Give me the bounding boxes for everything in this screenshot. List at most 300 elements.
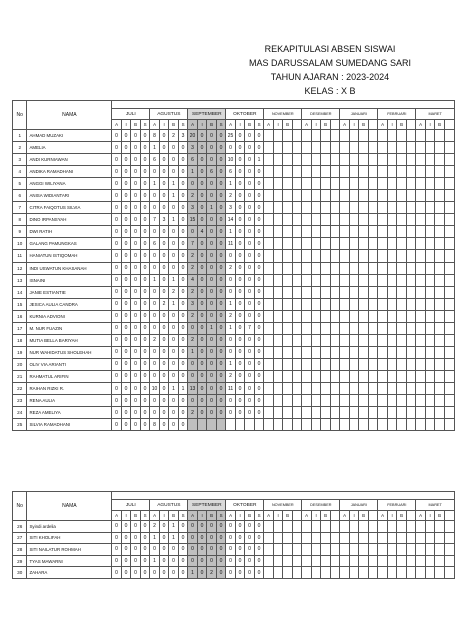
empty-cell xyxy=(425,322,435,334)
attendance-cell: 1 xyxy=(226,322,236,334)
attendance-cell: 0 xyxy=(226,250,236,262)
attendance-cell: 0 xyxy=(112,370,122,382)
attendance-cell: 0 xyxy=(178,419,188,431)
empty-cell xyxy=(444,419,454,431)
attendance-cell: 1 xyxy=(169,521,179,533)
empty-cell xyxy=(425,544,435,556)
attendance-cell: 0 xyxy=(159,226,169,238)
empty-cell xyxy=(425,419,435,431)
empty-cell xyxy=(283,419,293,431)
attendance-cell: 0 xyxy=(169,262,179,274)
row-number: 9 xyxy=(13,226,27,238)
attendance-cell: 0 xyxy=(159,310,169,322)
attendance-cell: 0 xyxy=(207,286,217,298)
name-header: NAMA xyxy=(27,492,112,521)
attendance-cell: 0 xyxy=(178,322,188,334)
attendance-cell: 0 xyxy=(254,544,264,556)
attendance-cell: 0 xyxy=(150,567,160,579)
sub-header: A xyxy=(150,511,160,521)
empty-cell xyxy=(330,262,340,274)
attendance-cell: 0 xyxy=(131,130,141,142)
empty-cell xyxy=(387,154,397,166)
attendance-cell: 0 xyxy=(131,334,141,346)
month-header: FEBRUARI xyxy=(378,500,416,511)
empty-cell xyxy=(330,370,340,382)
empty-cell xyxy=(435,310,445,322)
empty-cell xyxy=(406,214,416,226)
empty-cell xyxy=(273,521,283,533)
empty-cell xyxy=(416,226,426,238)
attendance-cell: 3 xyxy=(188,298,198,310)
empty-cell xyxy=(387,214,397,226)
empty-cell xyxy=(387,298,397,310)
empty-cell xyxy=(302,544,312,556)
sub-header: B xyxy=(321,511,331,521)
attendance-cell: 0 xyxy=(169,567,179,579)
attendance-cell: 0 xyxy=(178,274,188,286)
attendance-cell: 1 xyxy=(188,166,198,178)
sub-header: A xyxy=(226,511,236,521)
empty-cell xyxy=(406,555,416,567)
attendance-cell: 2 xyxy=(188,310,198,322)
attendance-cell: 0 xyxy=(216,250,226,262)
empty-cell xyxy=(349,214,359,226)
attendance-cell: 0 xyxy=(254,226,264,238)
attendance-cell: 0 xyxy=(121,202,131,214)
empty-cell xyxy=(378,346,388,358)
row-number: 21 xyxy=(13,370,27,382)
empty-cell xyxy=(425,567,435,579)
attendance-cell: 0 xyxy=(169,419,179,431)
attendance-cell: 0 xyxy=(159,166,169,178)
attendance-cell: 0 xyxy=(197,166,207,178)
sub-header xyxy=(330,511,340,521)
attendance-cell: 0 xyxy=(226,395,236,407)
empty-cell xyxy=(416,190,426,202)
attendance-cell: 0 xyxy=(216,178,226,190)
empty-cell xyxy=(359,544,369,556)
attendance-cell: 0 xyxy=(169,395,179,407)
empty-cell xyxy=(359,419,369,431)
empty-cell xyxy=(359,310,369,322)
attendance-cell: 0 xyxy=(150,298,160,310)
empty-cell xyxy=(321,310,331,322)
attendance-cell: 1 xyxy=(169,382,179,394)
attendance-cell: 0 xyxy=(207,532,217,544)
attendance-cell: 0 xyxy=(150,286,160,298)
empty-cell xyxy=(416,310,426,322)
empty-cell xyxy=(368,382,378,394)
table-row xyxy=(13,555,455,567)
empty-cell xyxy=(444,544,454,556)
attendance-cell: 0 xyxy=(121,142,131,154)
empty-cell xyxy=(273,130,283,142)
attendance-cell: 2 xyxy=(226,190,236,202)
attendance-cell: 0 xyxy=(254,322,264,334)
attendance-cell: 0 xyxy=(245,130,255,142)
attendance-cell: 0 xyxy=(140,142,150,154)
empty-cell xyxy=(292,567,302,579)
empty-cell xyxy=(397,226,407,238)
empty-cell xyxy=(349,154,359,166)
attendance-cell: 0 xyxy=(226,142,236,154)
empty-cell xyxy=(387,274,397,286)
empty-cell xyxy=(444,250,454,262)
empty-cell xyxy=(444,521,454,533)
empty-cell xyxy=(264,407,274,419)
attendance-cell: 0 xyxy=(121,358,131,370)
empty-cell xyxy=(340,274,350,286)
table-row xyxy=(13,226,455,238)
month-header: NOVEMBER xyxy=(264,109,302,120)
empty-cell xyxy=(311,521,321,533)
empty-cell xyxy=(435,238,445,250)
attendance-cell: 10 xyxy=(226,154,236,166)
attendance-cell: 1 xyxy=(178,382,188,394)
attendance-cell: 0 xyxy=(131,274,141,286)
attendance-cell: 0 xyxy=(197,334,207,346)
empty-cell xyxy=(311,250,321,262)
empty-cell xyxy=(435,214,445,226)
attendance-table-2 xyxy=(12,491,455,579)
empty-cell xyxy=(368,190,378,202)
sub-header: I xyxy=(273,511,283,521)
empty-cell xyxy=(368,521,378,533)
attendance-cell: 0 xyxy=(216,286,226,298)
empty-cell xyxy=(359,521,369,533)
empty-cell xyxy=(330,544,340,556)
attendance-cell: 0 xyxy=(245,382,255,394)
attendance-cell: 0 xyxy=(245,358,255,370)
empty-cell xyxy=(368,286,378,298)
empty-cell xyxy=(368,130,378,142)
attendance-cell: 0 xyxy=(112,166,122,178)
empty-cell xyxy=(349,310,359,322)
attendance-cell: 0 xyxy=(112,226,122,238)
empty-cell xyxy=(330,334,340,346)
empty-cell xyxy=(283,334,293,346)
empty-cell xyxy=(283,395,293,407)
empty-cell xyxy=(359,202,369,214)
attendance-cell: 0 xyxy=(216,555,226,567)
empty-cell xyxy=(302,382,312,394)
empty-cell xyxy=(359,250,369,262)
attendance-cell: 0 xyxy=(207,214,217,226)
empty-cell xyxy=(349,395,359,407)
school-name: MAS DARUSSALAM SUMEDANG SARI xyxy=(248,58,412,68)
empty-cell xyxy=(425,262,435,274)
empty-cell xyxy=(273,555,283,567)
attendance-cell: 0 xyxy=(112,202,122,214)
empty-cell xyxy=(406,322,416,334)
attendance-cell: 0 xyxy=(150,262,160,274)
empty-cell xyxy=(302,407,312,419)
attendance-cell: 0 xyxy=(159,544,169,556)
attendance-cell: 1 xyxy=(169,532,179,544)
month-header: OKTOBER xyxy=(226,500,264,511)
attendance-cell: 0 xyxy=(226,274,236,286)
empty-cell xyxy=(416,142,426,154)
empty-cell xyxy=(416,555,426,567)
empty-cell xyxy=(435,370,445,382)
empty-cell xyxy=(435,142,445,154)
attendance-cell: 0 xyxy=(140,214,150,226)
empty-cell xyxy=(416,322,426,334)
table-row xyxy=(13,395,455,407)
attendance-cell: 0 xyxy=(216,322,226,334)
attendance-cell: 0 xyxy=(197,250,207,262)
empty-cell xyxy=(321,142,331,154)
attendance-cell: 0 xyxy=(216,154,226,166)
table-row xyxy=(13,346,455,358)
empty-cell xyxy=(292,521,302,533)
attendance-cell: 0 xyxy=(207,274,217,286)
empty-cell xyxy=(378,555,388,567)
attendance-cell: 0 xyxy=(178,532,188,544)
empty-cell xyxy=(387,358,397,370)
row-number: 30 xyxy=(13,567,27,579)
attendance-cell: 0 xyxy=(112,407,122,419)
empty-cell xyxy=(368,226,378,238)
sub-header xyxy=(292,511,302,521)
empty-cell xyxy=(387,166,397,178)
attendance-cell: 0 xyxy=(254,142,264,154)
attendance-cell: 0 xyxy=(235,358,245,370)
attendance-cell: 0 xyxy=(121,370,131,382)
month-header: FEBRUARI xyxy=(378,109,416,120)
empty-cell xyxy=(292,298,302,310)
empty-cell xyxy=(302,130,312,142)
table-row xyxy=(13,202,455,214)
empty-cell xyxy=(311,190,321,202)
attendance-cell: 0 xyxy=(245,334,255,346)
empty-cell xyxy=(321,262,331,274)
empty-cell xyxy=(378,298,388,310)
table-row xyxy=(13,310,455,322)
empty-cell xyxy=(397,142,407,154)
attendance-cell: 0 xyxy=(150,250,160,262)
sub-header: B xyxy=(397,120,407,130)
attendance-cell: 7 xyxy=(188,238,198,250)
empty-cell xyxy=(444,334,454,346)
attendance-cell: 0 xyxy=(245,190,255,202)
attendance-cell: 0 xyxy=(216,370,226,382)
empty-cell xyxy=(340,358,350,370)
empty-cell xyxy=(416,370,426,382)
empty-cell xyxy=(406,274,416,286)
empty-cell xyxy=(378,178,388,190)
row-number: 28 xyxy=(13,544,27,556)
empty-cell xyxy=(397,322,407,334)
empty-cell xyxy=(397,166,407,178)
attendance-cell: 0 xyxy=(197,382,207,394)
attendance-cell: 0 xyxy=(197,262,207,274)
attendance-cell: 0 xyxy=(150,322,160,334)
attendance-cell: 0 xyxy=(140,238,150,250)
empty-cell xyxy=(311,395,321,407)
attendance-cell: 0 xyxy=(112,334,122,346)
attendance-cell: 0 xyxy=(140,407,150,419)
empty-cell xyxy=(273,214,283,226)
attendance-cell: 0 xyxy=(188,532,198,544)
empty-cell xyxy=(425,555,435,567)
empty-cell xyxy=(397,190,407,202)
empty-cell xyxy=(416,419,426,431)
attendance-cell: 0 xyxy=(131,346,141,358)
empty-cell xyxy=(264,395,274,407)
empty-cell xyxy=(397,214,407,226)
table-row xyxy=(13,298,455,310)
attendance-cell: 0 xyxy=(216,166,226,178)
attendance-cell: 0 xyxy=(121,555,131,567)
empty-cell xyxy=(264,226,274,238)
empty-cell xyxy=(330,298,340,310)
attendance-cell: 0 xyxy=(112,419,122,431)
attendance-cell: 0 xyxy=(254,298,264,310)
empty-cell xyxy=(264,202,274,214)
empty-cell xyxy=(264,178,274,190)
attendance-cell: 0 xyxy=(121,226,131,238)
attendance-cell: 0 xyxy=(159,250,169,262)
empty-cell xyxy=(340,214,350,226)
empty-cell xyxy=(283,322,293,334)
empty-cell xyxy=(368,178,378,190)
empty-cell xyxy=(406,419,416,431)
sub-header: A xyxy=(416,511,426,521)
empty-cell xyxy=(387,407,397,419)
table-row xyxy=(13,544,455,556)
empty-cell xyxy=(397,555,407,567)
empty-cell xyxy=(292,382,302,394)
attendance-cell: 0 xyxy=(121,250,131,262)
empty-cell xyxy=(340,419,350,431)
attendance-cell: 0 xyxy=(197,532,207,544)
table-row xyxy=(13,419,455,431)
attendance-cell: 0 xyxy=(178,298,188,310)
attendance-cell: 0 xyxy=(245,226,255,238)
attendance-cell: 0 xyxy=(121,382,131,394)
empty-cell xyxy=(368,298,378,310)
attendance-cell: 0 xyxy=(254,395,264,407)
empty-cell xyxy=(378,274,388,286)
empty-cell xyxy=(340,532,350,544)
empty-cell xyxy=(378,382,388,394)
attendance-cell: 0 xyxy=(188,178,198,190)
empty-cell xyxy=(292,346,302,358)
empty-cell xyxy=(302,286,312,298)
row-number: 14 xyxy=(13,286,27,298)
empty-cell xyxy=(435,555,445,567)
month-header: MARET xyxy=(416,109,455,120)
empty-cell xyxy=(406,334,416,346)
empty-cell xyxy=(311,334,321,346)
attendance-cell: 0 xyxy=(169,407,179,419)
empty-cell xyxy=(444,238,454,250)
empty-cell xyxy=(416,346,426,358)
student-name: ZAHARA xyxy=(27,567,112,579)
attendance-cell: 0 xyxy=(112,346,122,358)
empty-cell xyxy=(368,358,378,370)
attendance-cell: 0 xyxy=(140,555,150,567)
sub-header: A xyxy=(264,511,274,521)
attendance-cell: 0 xyxy=(121,286,131,298)
student-name: JANIE ESTIANTIE xyxy=(27,286,112,298)
attendance-cell: 0 xyxy=(197,130,207,142)
empty-cell xyxy=(435,178,445,190)
attendance-cell: 3 xyxy=(178,130,188,142)
empty-cell xyxy=(330,226,340,238)
empty-cell xyxy=(302,532,312,544)
attendance-cell: 0 xyxy=(216,214,226,226)
attendance-cell: 20 xyxy=(188,130,198,142)
empty-cell xyxy=(378,154,388,166)
attendance-cell: 0 xyxy=(235,567,245,579)
header-spacer xyxy=(112,101,455,109)
sub-header: I xyxy=(387,511,397,521)
month-header: JULI xyxy=(112,109,150,120)
empty-cell xyxy=(378,407,388,419)
attendance-cell: 0 xyxy=(159,407,169,419)
empty-cell xyxy=(311,274,321,286)
attendance-cell: 0 xyxy=(178,567,188,579)
empty-cell xyxy=(406,298,416,310)
attendance-cell: 2 xyxy=(188,334,198,346)
attendance-cell xyxy=(188,419,198,431)
empty-cell xyxy=(292,358,302,370)
empty-cell xyxy=(349,407,359,419)
empty-cell xyxy=(283,544,293,556)
attendance-cell xyxy=(197,419,207,431)
sub-header: B xyxy=(283,120,293,130)
empty-cell xyxy=(283,358,293,370)
attendance-cell: 0 xyxy=(131,142,141,154)
table-row xyxy=(13,334,455,346)
table-row xyxy=(13,521,455,533)
attendance-cell: 0 xyxy=(207,334,217,346)
empty-cell xyxy=(292,178,302,190)
sub-header: A xyxy=(112,120,122,130)
attendance-cell: 0 xyxy=(197,567,207,579)
empty-cell xyxy=(359,166,369,178)
empty-cell xyxy=(292,130,302,142)
empty-cell xyxy=(378,214,388,226)
sub-header: B xyxy=(207,120,217,130)
attendance-cell: 0 xyxy=(216,382,226,394)
attendance-cell: 0 xyxy=(140,544,150,556)
attendance-cell: 0 xyxy=(197,555,207,567)
attendance-cell: 0 xyxy=(140,202,150,214)
empty-cell xyxy=(435,395,445,407)
empty-cell xyxy=(444,532,454,544)
empty-cell xyxy=(406,202,416,214)
attendance-cell: 0 xyxy=(188,370,198,382)
attendance-cell: 3 xyxy=(188,202,198,214)
attendance-cell: 3 xyxy=(188,142,198,154)
empty-cell xyxy=(444,382,454,394)
empty-cell xyxy=(416,358,426,370)
empty-cell xyxy=(330,310,340,322)
attendance-cell: 0 xyxy=(112,274,122,286)
attendance-cell: 2 xyxy=(188,286,198,298)
attendance-cell: 2 xyxy=(226,370,236,382)
attendance-cell: 0 xyxy=(254,521,264,533)
empty-cell xyxy=(368,214,378,226)
empty-cell xyxy=(340,567,350,579)
empty-cell xyxy=(368,334,378,346)
empty-cell xyxy=(397,130,407,142)
empty-cell xyxy=(330,286,340,298)
row-number: 13 xyxy=(13,274,27,286)
